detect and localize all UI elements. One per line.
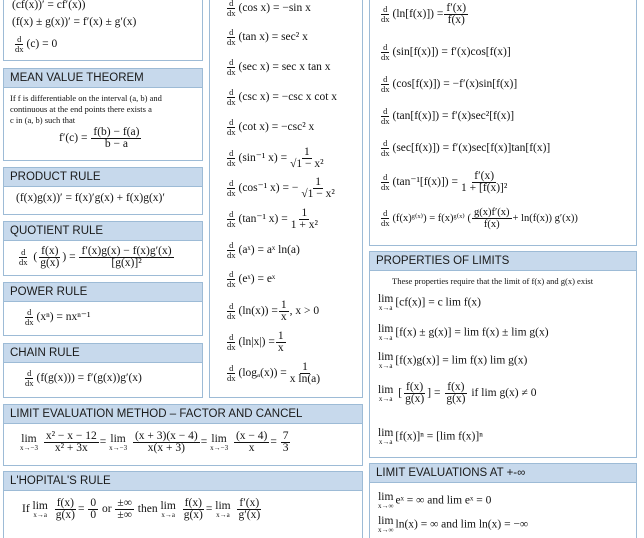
section-title: QUOTIENT RULE (4, 222, 202, 241)
arccos-derivative: $\frac{d}{dx}$ (cos⁻¹ x) = − $\frac{1}{\text{√1 − x²}}$ (227, 176, 335, 200)
trig-derivatives-box (209, 0, 363, 398)
section-title: PROPERTIES OF LIMITS (370, 252, 636, 271)
mvt-text-2: continuous at the end points there exists a (10, 104, 152, 114)
section-title: MEAN VALUE THEOREM (4, 69, 202, 88)
sec-f-derivative: $\frac{d}{dx}$ (sec[f(x)]) = f′(x)sec[f(x)]tan[f(x)] (381, 138, 551, 158)
limit-const-multiple: lim x→a [cf(x)] = c lim f(x) (378, 293, 482, 312)
section-title: POWER RULE (4, 283, 202, 302)
factor-cancel-formula: lim x→−3 $\frac{\text{x² − x − 12}}{\text{x² + 3x}}$ = lim x→−3 $\frac{(x + 3)(x - 4)}{x(x + 3)}$ = lim x→−3 $\frac{(x - 4)}{x}$ = $\frac{7}{3}$ (20, 430, 289, 454)
section-title: LIMIT EVALUATION METHOD – FACTOR AND CANCEL (4, 405, 362, 424)
limits-at-infinity-box (369, 463, 637, 538)
tan-f-derivative: $\frac{d}{dx}$ (tan[f(x)]) = f′(x)sec²[f(x)] (381, 106, 515, 126)
limit-sum: lim x→a [f(x) ± g(x)] = lim f(x) ± lim g(x) (378, 323, 549, 342)
exp-e-derivative: $\frac{d}{dx}$ (eˣ) = eˣ (227, 269, 276, 289)
arctan-derivative: $\frac{d}{dx}$ (tan⁻¹ x) = $\frac{1}{\text{1 + x²}}$ (227, 207, 318, 231)
cos-f-derivative: $\frac{d}{dx}$ (cos[f(x)]) = −f′(x)sin[f(x)] (381, 74, 518, 94)
limit-quotient: lim x→a [ $\frac{f(x)}{g(x)}$ ] = $\frac{f(x)}{g(x)}$ if lim g(x) ≠ 0 (378, 381, 537, 405)
log-a-derivative: $\frac{d}{dx}$ (logₐ(x)) = $\frac{1}{\text{x ln(a)}}$ (227, 361, 321, 385)
tan-derivative: $\frac{d}{dx}$ (tan x) = sec² x (227, 27, 308, 47)
sin-f-derivative: $\frac{d}{dx}$ (sin[f(x)]) = f′(x)cos[f(x)] (381, 42, 511, 62)
section-title: PRODUCT RULE (4, 168, 202, 187)
mean-value-theorem-box (3, 68, 203, 161)
arctan-f-derivative: $\frac{d}{dx}$ (tan⁻¹[f(x)]) = $\frac{f'(x)}{\text{1 + [f(x)]²}}$ (381, 170, 508, 194)
limit-exp-infinity: lim x→∞ eˣ = ∞ and lim eˣ = 0 (378, 491, 492, 510)
arcsin-derivative: $\frac{d}{dx}$ (sin⁻¹ x) = $\frac{1}{\text{√1 − x²}}$ (227, 146, 324, 170)
lhopital-formula: If lim x→a $\frac{f(x)}{g(x)}$ = $\frac{0}{0}$ or ±∞ ±∞ then lim x→a $\frac{f(x)}{g(x)}$ = lim x→a $\frac{f'(x)}{g'(x)}$ (22, 497, 261, 521)
limit-power: lim x→a [f(x)]ⁿ = [lim f(x)]ⁿ (378, 427, 483, 446)
mvt-text-1: If f is differentiable on the interval (a, b) and (10, 93, 162, 103)
section-title: LIMIT EVALUATIONS AT +-∞ (370, 464, 636, 483)
mvt-formula: f′(c) = $\frac{f(b) - f(a)}{b - a}$ (59, 126, 140, 150)
ln-abs-derivative: $\frac{d}{dx}$ (ln|x|) = $\frac{1}{x}$ (227, 330, 284, 354)
chain-formula: $\frac{d}{dx}$ (f(g(x))) = f′(g(x))g′(x) (25, 368, 142, 388)
section-title: CHAIN RULE (4, 344, 202, 363)
ln-f-derivative: $\frac{d}{dx}$ (ln[f(x)]) = $\frac{f'(x)}{f(x)}$ (381, 2, 467, 26)
sec-derivative: $\frac{d}{dx}$ (sec x) = sec x tan x (227, 57, 331, 77)
product-formula: (f(x)g(x))′ = f(x)′g(x) + f(x)g(x)′ (16, 192, 165, 204)
product-rule-box (3, 167, 203, 215)
constant-rule: $\frac{d}{dx}$ (c) = 0 (15, 34, 58, 54)
composite-derivatives-box (369, 0, 637, 246)
ln-derivative: $\frac{d}{dx}$ (ln(x)) = $\frac{1}{x}$ , x > 0 (227, 299, 320, 323)
const-multiple-rule: (cf(x))′ = cf′(x)) (12, 0, 86, 11)
csc-derivative: $\frac{d}{dx}$ (csc x) = −csc x cot x (227, 87, 338, 107)
chain-rule-box (3, 343, 203, 398)
props-note: These properties require that the limit of f(x) and g(x) exist (392, 276, 594, 286)
limit-product: lim x→a [f(x)g(x)] = lim f(x) lim g(x) (378, 351, 528, 370)
exp-a-derivative: $\frac{d}{dx}$ (aˣ) = aˣ ln(a) (227, 240, 300, 260)
sum-rule: (f(x) ± g(x))′ = f′(x) ± g′(x) (12, 16, 137, 28)
cot-derivative: $\frac{d}{dx}$ (cot x) = −csc² x (227, 117, 315, 137)
power-rule-box (3, 282, 203, 336)
factor-cancel-box (3, 404, 363, 466)
cos-derivative: $\frac{d}{dx}$ (cos x) = −sin x (227, 0, 311, 18)
lhopital-rule-box (3, 471, 363, 538)
limit-ln-infinity: lim x→∞ ln(x) = ∞ and lim ln(x) = −∞ (378, 515, 529, 534)
basic-rules-box (3, 0, 203, 61)
quotient-formula: $\frac{d}{dx}$ ( $\frac{f(x)}{g(x)}$ ) = $\frac{f'(x)g(x) - f(x)g'(x)}{\text{[g(x)]²}}$ (19, 245, 172, 269)
quotient-rule-box (3, 221, 203, 276)
power-tower-derivative: $\frac{d}{dx}$ (f(x)ᵍ⁽ˣ⁾) = f(x)ᵍ⁽ˣ⁾ ( $\frac{g(x)f'(x)}{f(x)}$ + ln(f(x)) g′(x)) (381, 207, 578, 230)
properties-of-limits-box (369, 251, 637, 458)
section-title: L'HOPITAL'S RULE (4, 472, 362, 491)
mvt-text-3: c in (a, b) such that (10, 115, 76, 125)
power-formula: $\frac{d}{dx}$ (xⁿ) = nxⁿ⁻¹ (25, 307, 91, 327)
